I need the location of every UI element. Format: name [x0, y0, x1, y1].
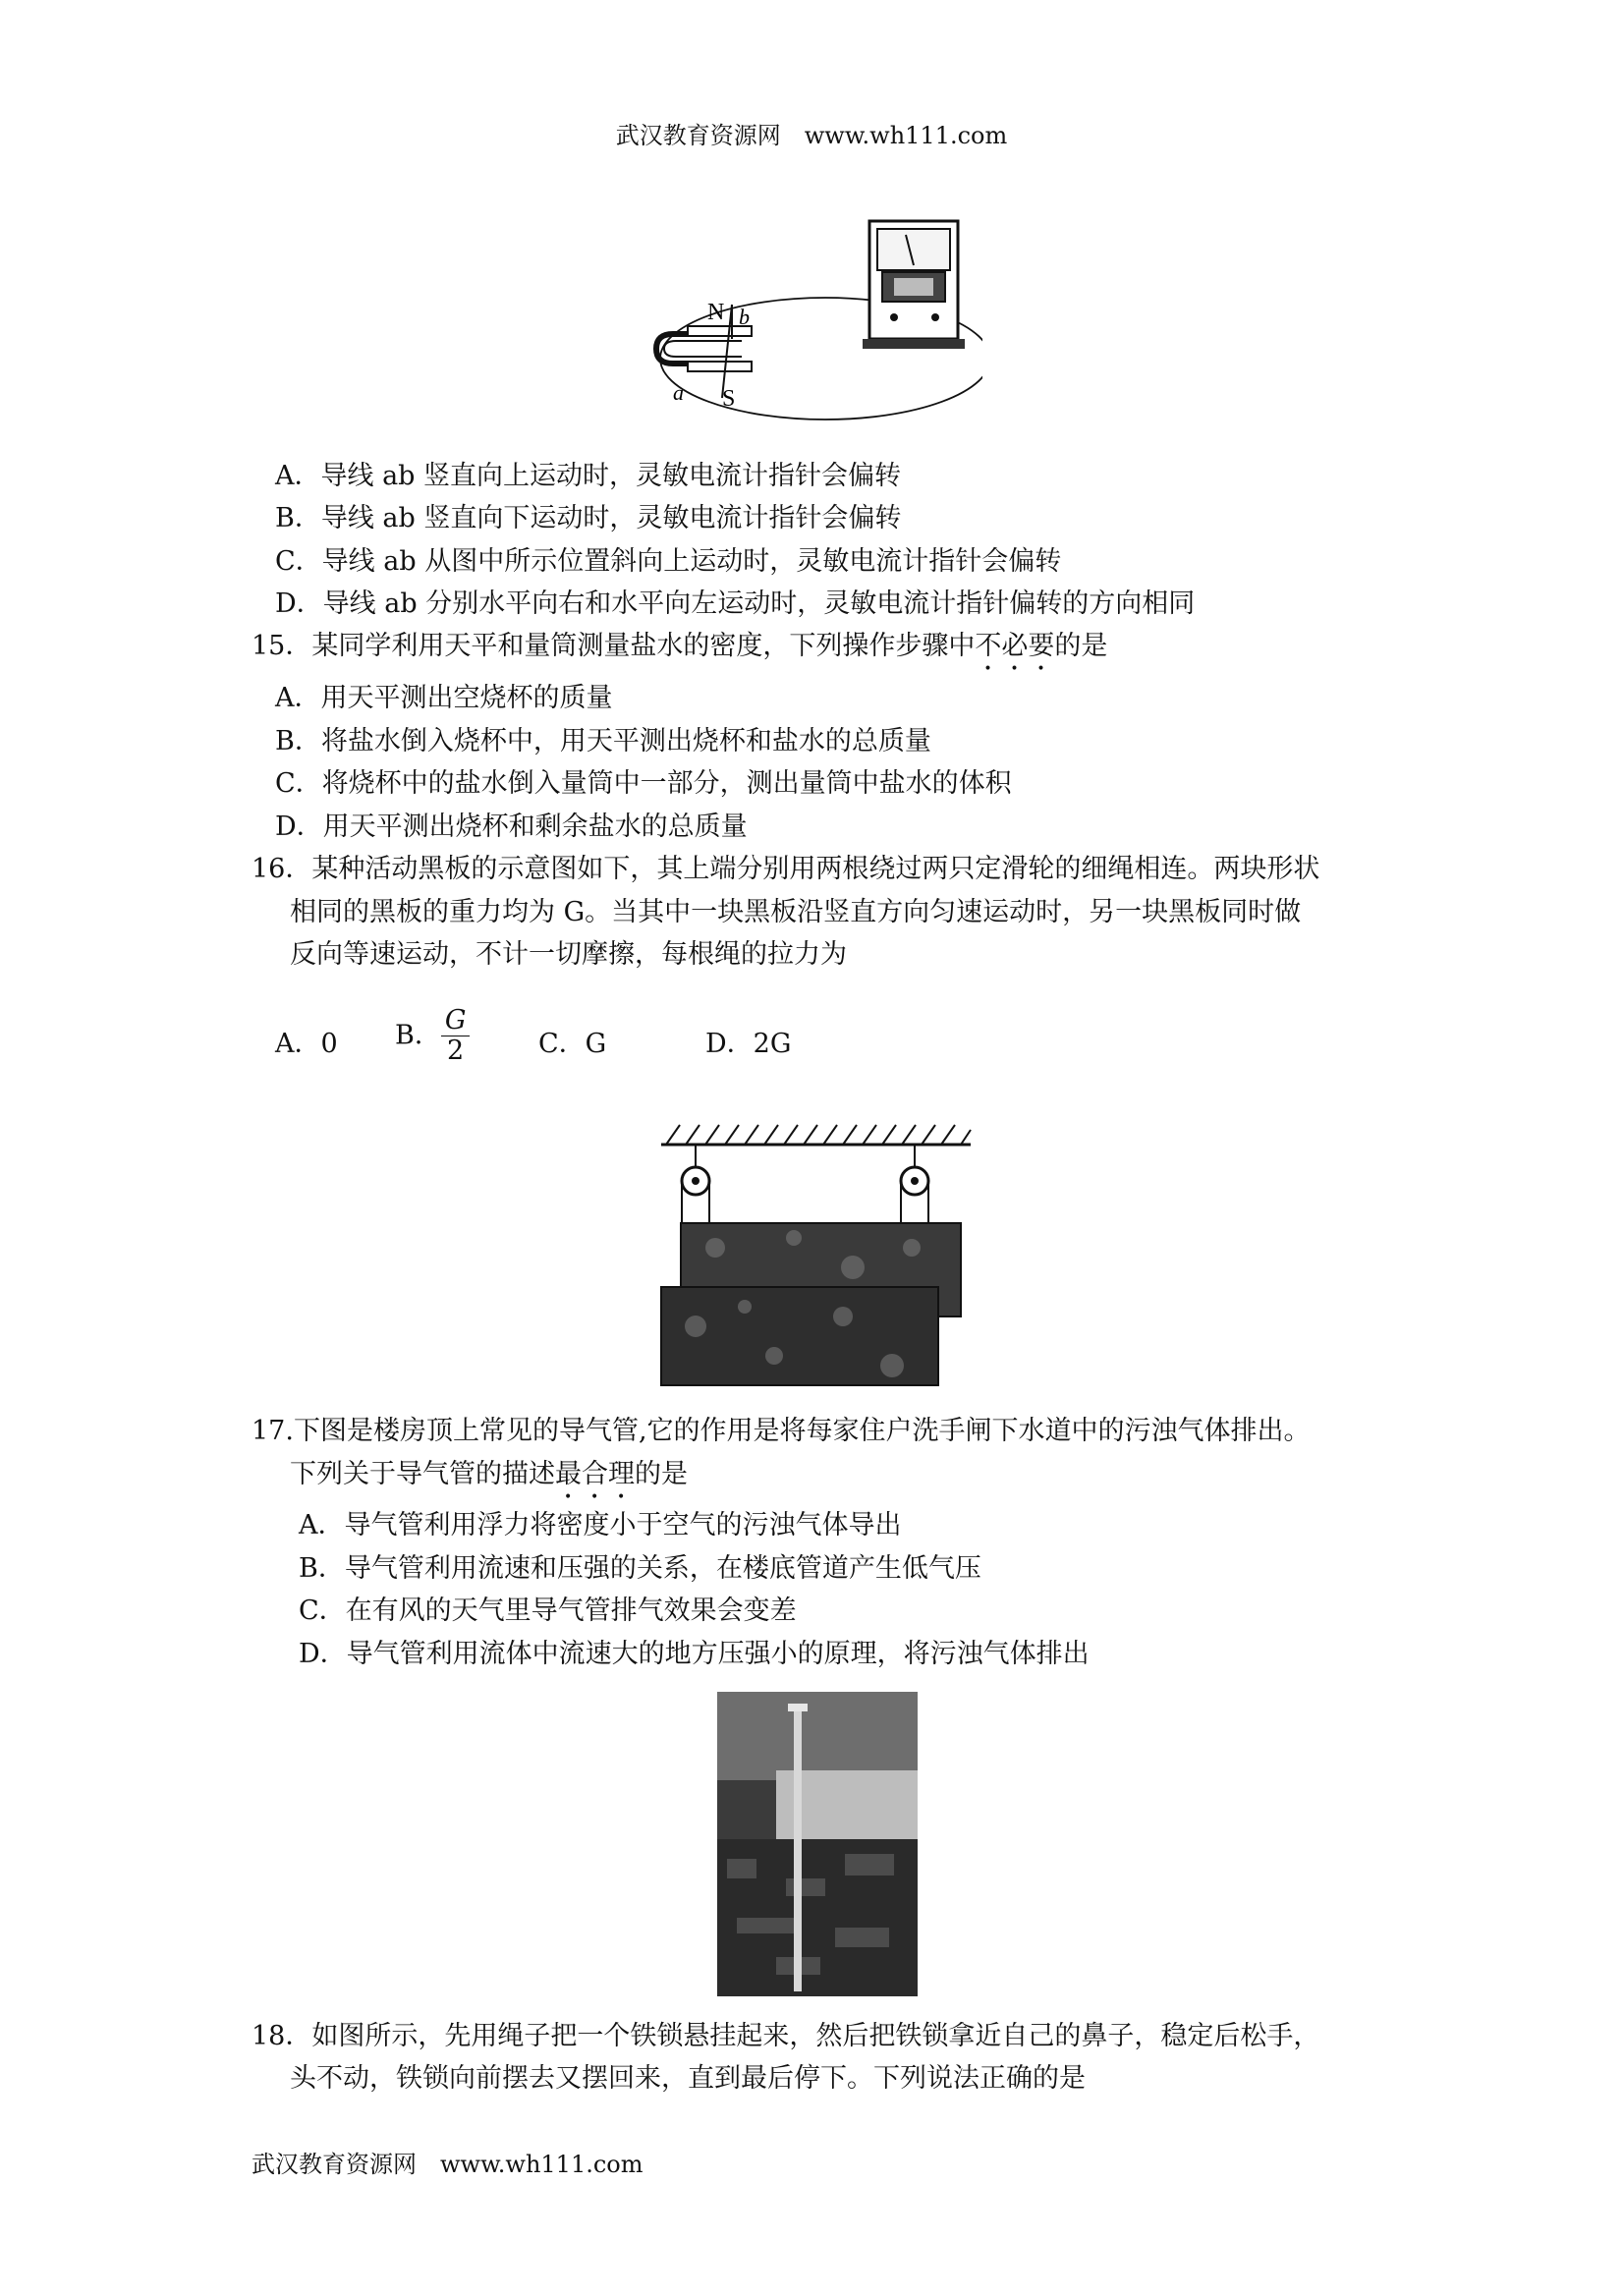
q15-stem: 15．某同学利用天平和量筒测量盐水的密度，下列操作步骤中不必要的是	[252, 631, 1108, 661]
q17-emphasis: 最合理	[555, 1459, 635, 1489]
q17-option-b: B．导气管利用流速和压强的关系，在楼底管道产生低气压	[299, 1553, 981, 1584]
q15-option-d: D．用天平测出烧杯和剩余盐水的总质量	[275, 812, 748, 842]
magnet-s-label: S	[722, 386, 736, 412]
electromagnetic-induction-figure	[648, 211, 982, 422]
wire-b-label: b	[739, 305, 750, 329]
page-header: 武汉教育资源网 www.wh111.com	[615, 122, 1008, 149]
wire-a-label: a	[673, 380, 684, 405]
q17-option-c: C．在有风的天气里导气管排气效果会变差	[299, 1596, 797, 1626]
q16-stem-line-2: 相同的黑板的重力均为 G。当其中一块黑板沿竖直方向匀速运动时，另一块黑板同时做	[290, 897, 1302, 927]
q14-option-d: D．导线 ab 分别水平向右和水平向左运动时，灵敏电流计指针偏转的方向相同	[275, 588, 1196, 619]
blackboard-pulley-figure	[656, 1120, 976, 1390]
q17-option-a: A．导气管利用浮力将密度小于空气的污浊气体导出	[299, 1510, 902, 1540]
q17-stem-line-1: 17.下图是楼房顶上常见的导气管,它的作用是将每家住户洗手闸下水道中的污浊气体排出。	[252, 1416, 1311, 1446]
q15-option-a: A．用天平测出空烧杯的质量	[275, 683, 613, 713]
q14-option-b: B．导线 ab 竖直向下运动时，灵敏电流计指针会偏转	[275, 503, 902, 533]
vent-pipe-photo	[717, 1692, 918, 1996]
q16-stem-line-1: 16．某种活动黑板的示意图如下，其上端分别用两根绕过两只定滑轮的细绳相连。两块形状	[252, 854, 1320, 884]
fraction-numerator: G	[441, 1006, 471, 1036]
magnet-n-label: N	[707, 300, 725, 325]
q15-option-c: C．将烧杯中的盐水倒入量筒中一部分，测出量筒中盐水的体积	[275, 768, 1012, 799]
q18-stem-line-2: 头不动，铁锁向前摆去又摆回来，直到最后停下。下列说法正确的是	[290, 2063, 1086, 2094]
page-footer: 武汉教育资源网 www.wh111.com	[252, 2151, 644, 2178]
q16-option-b: B． $\frac{G}{2}$	[395, 1006, 470, 1066]
q16-option-c: C．G	[538, 1029, 607, 1059]
fraction-denominator: 2	[447, 1036, 465, 1066]
q14-option-a: A．导线 ab 竖直向上运动时，灵敏电流计指针会偏转	[275, 461, 902, 491]
q16-option-d: D．2G	[705, 1029, 792, 1059]
q18-stem-line-1: 18．如图所示，先用绳子把一个铁锁悬挂起来，然后把铁锁拿近自己的鼻子，稳定后松手，	[252, 2021, 1320, 2051]
q16-option-a: A．0	[275, 1029, 338, 1059]
q17-option-d: D．导气管利用流体中流速大的地方压强小的原理，将污浊气体排出	[299, 1639, 1090, 1669]
q15-emphasis: 不必要	[975, 631, 1055, 661]
q17-stem-line-2: 下列关于导气管的描述最合理的是	[290, 1459, 688, 1489]
q14-option-c: C．导线 ab 从图中所示位置斜向上运动时，灵敏电流计指针会偏转	[275, 546, 1062, 577]
q15-option-b: B．将盐水倒入烧杯中，用天平测出烧杯和盐水的总质量	[275, 726, 931, 756]
q16-stem-line-3: 反向等速运动，不计一切摩擦，每根绳的拉力为	[290, 939, 847, 970]
